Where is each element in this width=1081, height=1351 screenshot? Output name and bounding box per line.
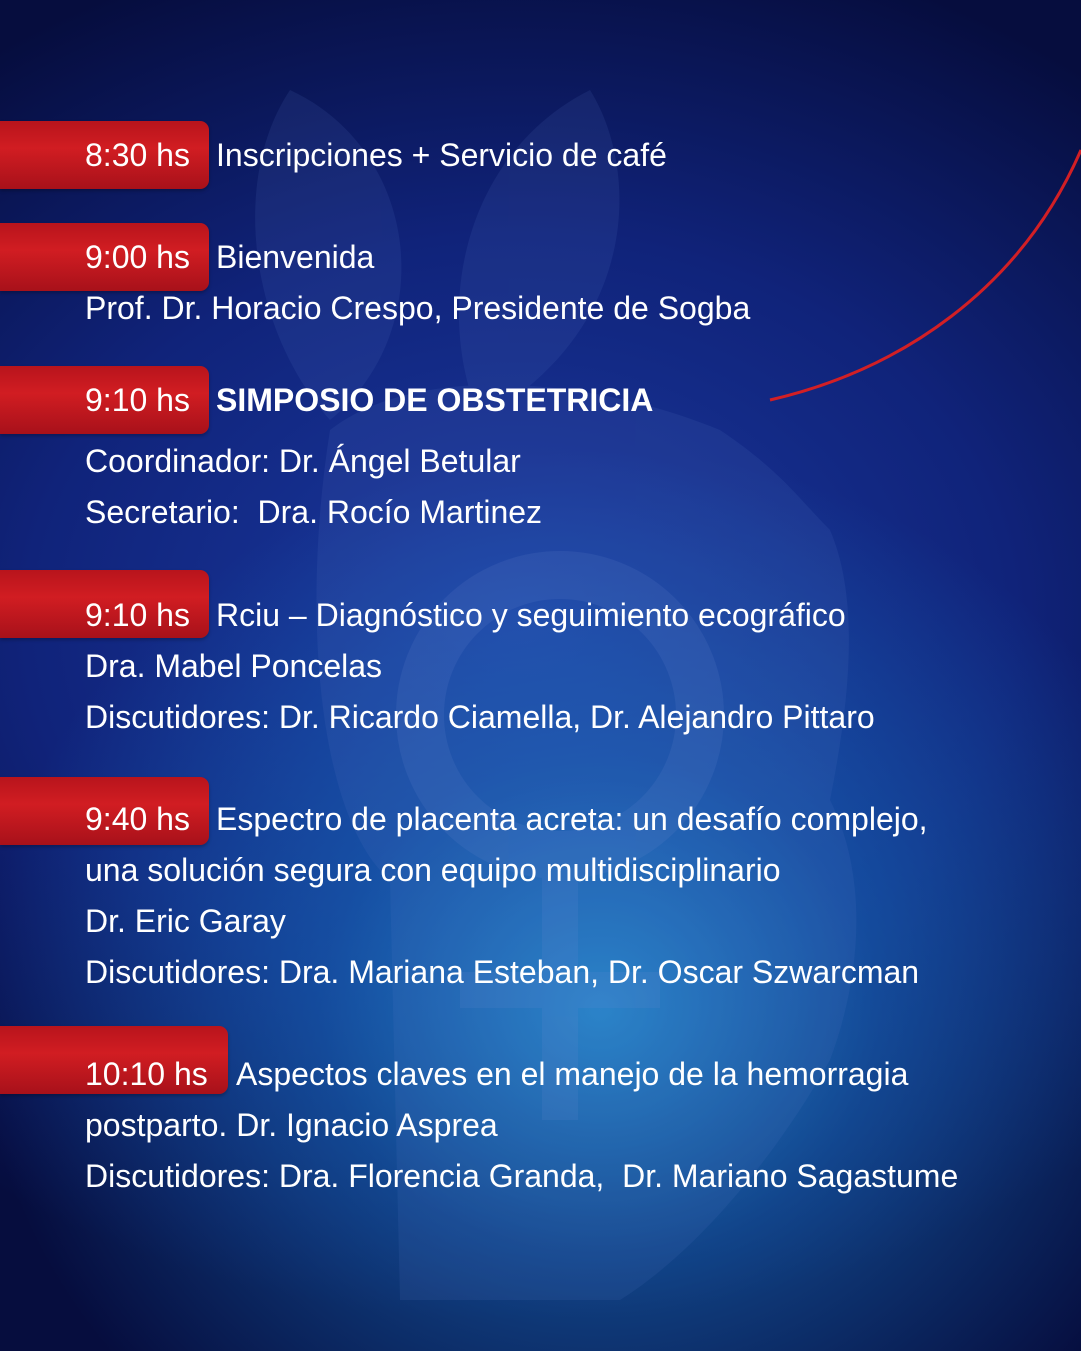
entry-detail: Dra. Mabel Poncelas	[85, 648, 383, 684]
entry-title: Espectro de placenta acreta: un desafío complejo,	[216, 801, 928, 837]
entry-detail: Discutidores: Dra. Florencia Granda, Dr. Mariano Sagastume	[85, 1158, 959, 1194]
entry-time: 9:00 hs	[85, 239, 190, 275]
section-heading: SIMPOSIO DE OBSTETRICIA	[216, 382, 654, 418]
entry-detail: una solución segura con equipo multidisciplinario	[85, 852, 781, 888]
entry-detail: Discutidores: Dr. Ricardo Ciamella, Dr. Alejandro Pittaro	[85, 699, 875, 735]
entry-title: Aspectos claves en el manejo de la hemorragia	[236, 1056, 909, 1092]
entry-detail: Dr. Eric Garay	[85, 903, 286, 939]
entry-detail: Secretario: Dra. Rocío Martinez	[85, 494, 543, 530]
entry-title: Bienvenida	[216, 239, 375, 275]
entry-title: Inscripciones + Servicio de café	[216, 137, 667, 173]
entry-time: 10:10 hs	[85, 1056, 208, 1092]
entry-detail: Prof. Dr. Horacio Crespo, Presidente de Sogba	[85, 290, 751, 326]
entry-time: 8:30 hs	[85, 137, 190, 173]
entry-time: 9:10 hs	[85, 382, 190, 418]
entry-detail: Discutidores: Dra. Mariana Esteban, Dr. Oscar Szwarcman	[85, 954, 920, 990]
entry-detail: Coordinador: Dr. Ángel Betular	[85, 443, 521, 479]
entry-detail: postparto. Dr. Ignacio Asprea	[85, 1107, 498, 1143]
entry-time: 9:10 hs	[85, 597, 190, 633]
entry-title: Rciu – Diagnóstico y seguimiento ecográfico	[216, 597, 846, 633]
entry-time: 9:40 hs	[85, 801, 190, 837]
